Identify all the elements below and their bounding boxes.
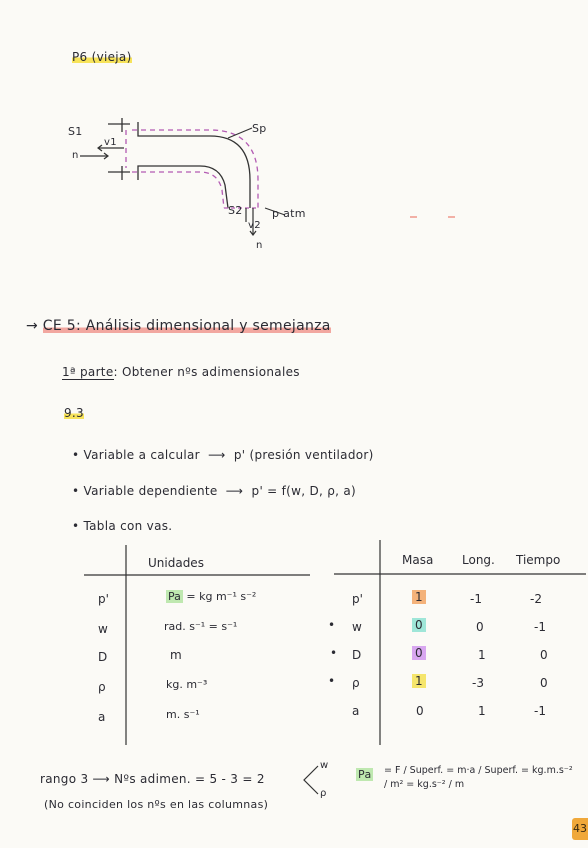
units-var-rho: ρ (98, 680, 106, 694)
dim-var-rho: ρ (352, 676, 360, 690)
rango-line: rango 3 ⟶ Nºs adimen. = 5 - 3 = 2 (40, 772, 265, 786)
dim-masa-rho: 1 (412, 674, 426, 688)
dim-masa-p: 1 (412, 590, 426, 604)
brace-top: w (320, 760, 329, 771)
n1-label: n (72, 150, 79, 161)
units-var-d: D (98, 650, 108, 664)
exercise-number: 9.3 (64, 406, 84, 420)
flow-diagram (60, 110, 340, 260)
bullet-variable-calcular: • Variable a calcular ⟶ p' (presión ventilador) (72, 448, 374, 462)
dim-long-p: -1 (470, 592, 482, 606)
units-val-rho: kg. m⁻³ (166, 678, 208, 691)
units-val-p: Pa = kg m⁻¹ s⁻² (168, 590, 257, 603)
dim-tiempo-rho: 0 (540, 676, 548, 690)
units-table-grid (80, 545, 340, 755)
sp-label: Sp (252, 122, 267, 135)
v1-label: v1 (104, 137, 117, 148)
n2-label: n (256, 240, 263, 251)
dim-table-grid (330, 540, 588, 755)
dim-long-a: 1 (478, 704, 486, 718)
page-title: P6 (vieja) (72, 50, 132, 64)
dim-tiempo-w: -1 (534, 620, 546, 634)
dim-var-w: w (352, 620, 362, 634)
dim-long-rho: -3 (472, 676, 484, 690)
s2-label: S2 (228, 204, 243, 217)
units-val-w: rad. s⁻¹ = s⁻¹ (164, 620, 238, 633)
dim-mark-rho: • (328, 674, 336, 688)
dim-var-a: a (352, 704, 360, 718)
dim-long-d: 1 (478, 648, 486, 662)
dim-masa-w: 0 (412, 618, 426, 632)
dim-header-tiempo: Tiempo (516, 553, 561, 567)
dim-header-long: Long. (462, 553, 495, 567)
units-header: Unidades (148, 556, 204, 570)
bullet-variable-dependiente: • Variable dependiente ⟶ p' = f(w, D, ρ, a) (72, 484, 357, 498)
units-val-d: m (170, 648, 182, 662)
dim-tiempo-a: -1 (534, 704, 546, 718)
dim-masa-d: 0 (412, 646, 426, 660)
brace-icon (298, 762, 322, 798)
units-var-p: p' (98, 592, 109, 606)
dim-masa-a: 0 (416, 704, 424, 718)
pa-label: Pa (358, 768, 372, 781)
units-var-a: a (98, 710, 106, 724)
section-title: → CE 5: Análisis dimensional y semejanza (26, 318, 331, 334)
dim-tiempo-d: 0 (540, 648, 548, 662)
dim-var-d: D (352, 648, 362, 662)
margin-mark (448, 216, 455, 218)
s1-label: S1 (68, 125, 83, 138)
patm-label: p atm (272, 207, 306, 220)
v2-label: v2 (248, 220, 261, 231)
dim-mark-w: • (328, 618, 336, 632)
page-number-tab: 43 (572, 818, 588, 840)
dim-mark-d: • (330, 646, 338, 660)
brace-bottom: ρ (320, 788, 327, 799)
bullet-tabla: • Tabla con vas. (72, 519, 173, 533)
margin-mark (410, 216, 417, 218)
units-val-a: m. s⁻¹ (166, 708, 200, 721)
dim-tiempo-p: -2 (530, 592, 542, 606)
pa-equation: = F / Superf. = m·a / Superf. = kg.m.s⁻² / m² = kg.s⁻² / m (384, 765, 573, 790)
dim-var-p: p' (352, 592, 363, 606)
dim-long-w: 0 (476, 620, 484, 634)
units-var-w: w (98, 622, 108, 636)
note-line: (No coinciden los nºs en las columnas) (44, 798, 269, 811)
part-heading: 1ª parte: Obtener nºs adimensionales (62, 365, 300, 379)
dim-header-masa: Masa (402, 553, 434, 567)
